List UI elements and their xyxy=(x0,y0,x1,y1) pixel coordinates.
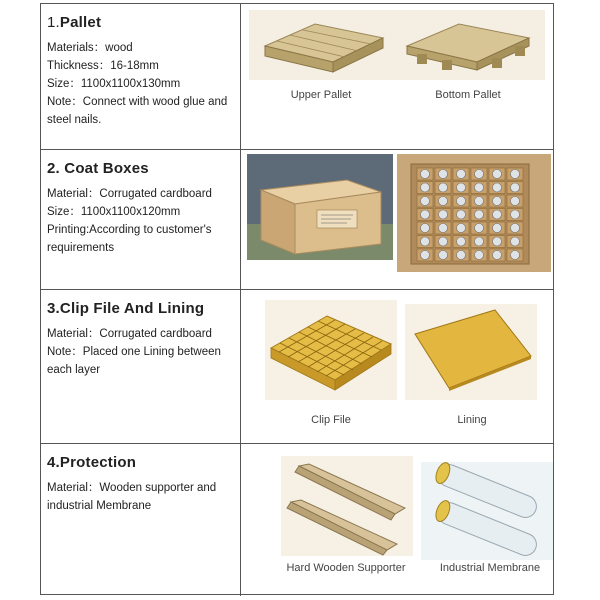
pallet-text-cell xyxy=(41,4,241,149)
protection-text-cell xyxy=(41,444,241,596)
coat-boxes-image-cell xyxy=(241,150,553,289)
caption-lining: Lining xyxy=(457,414,487,426)
spec-line: requirements xyxy=(47,242,115,254)
section-title-text: Pallet xyxy=(59,14,102,31)
section-title xyxy=(47,160,234,177)
spec-sheet xyxy=(40,3,554,595)
spec-line: Size：1100x1100x130mm xyxy=(47,78,181,90)
clip-file-image xyxy=(265,300,397,400)
spec-line: Size：1100x1100x120mm xyxy=(47,206,181,218)
section-title-text: Clip File And Lining xyxy=(59,300,205,317)
protection-image-cell xyxy=(241,444,553,596)
caption-clip-file: Clip File xyxy=(311,414,351,426)
section-pallet xyxy=(41,4,553,150)
section-coat-boxes xyxy=(41,150,553,290)
section-title xyxy=(47,300,234,317)
section-title xyxy=(47,454,234,471)
coat-box-image xyxy=(247,154,393,260)
membrane-roll-image xyxy=(421,462,553,560)
section-title-text: Coat Boxes xyxy=(64,160,149,177)
spec-line: Material：Corrugated cardboard xyxy=(47,328,212,340)
spec-line: Material：Wooden supporter and xyxy=(47,482,217,494)
spec-line: industrial Membrane xyxy=(47,500,152,512)
section-title-text: Protection xyxy=(59,454,137,471)
spec-line: Note：Placed one Lining between xyxy=(47,346,221,358)
section-protection xyxy=(41,444,553,596)
section-number: 2. xyxy=(47,160,65,177)
section-clip-file-lining xyxy=(41,290,553,444)
clip-file-text-cell xyxy=(41,290,241,443)
spec-line: Note：Connect with wood glue and xyxy=(47,96,228,108)
section-number: 3. xyxy=(47,300,60,317)
bottom-pallet-image xyxy=(397,16,537,76)
spec-line: Materials：wood xyxy=(47,42,133,54)
lining-image xyxy=(405,304,537,400)
upper-pallet-image xyxy=(255,16,390,76)
spec-line: Material：Corrugated cardboard xyxy=(47,188,212,200)
spec-line: Thickness：16-18mm xyxy=(47,60,159,72)
caption-bottom-pallet: Bottom Pallet xyxy=(435,89,501,101)
section-number: 4. xyxy=(47,454,60,471)
spec-line: steel nails. xyxy=(47,114,102,126)
coat-boxes-text-cell xyxy=(41,150,241,289)
pallet-image-cell xyxy=(241,4,553,149)
clip-file-image-cell xyxy=(241,290,553,443)
section-number: 1. xyxy=(47,14,60,31)
section-title xyxy=(47,14,234,31)
spec-line: Printing:According to customer's xyxy=(47,224,212,236)
spec-line: each layer xyxy=(47,364,101,376)
open-box-image xyxy=(397,154,551,272)
caption-wooden-supporter: Hard Wooden Supporter xyxy=(286,562,406,574)
caption-industrial-membrane: Industrial Membrane xyxy=(439,562,541,574)
caption-upper-pallet: Upper Pallet xyxy=(290,89,352,101)
wooden-supporter-image xyxy=(281,456,413,556)
